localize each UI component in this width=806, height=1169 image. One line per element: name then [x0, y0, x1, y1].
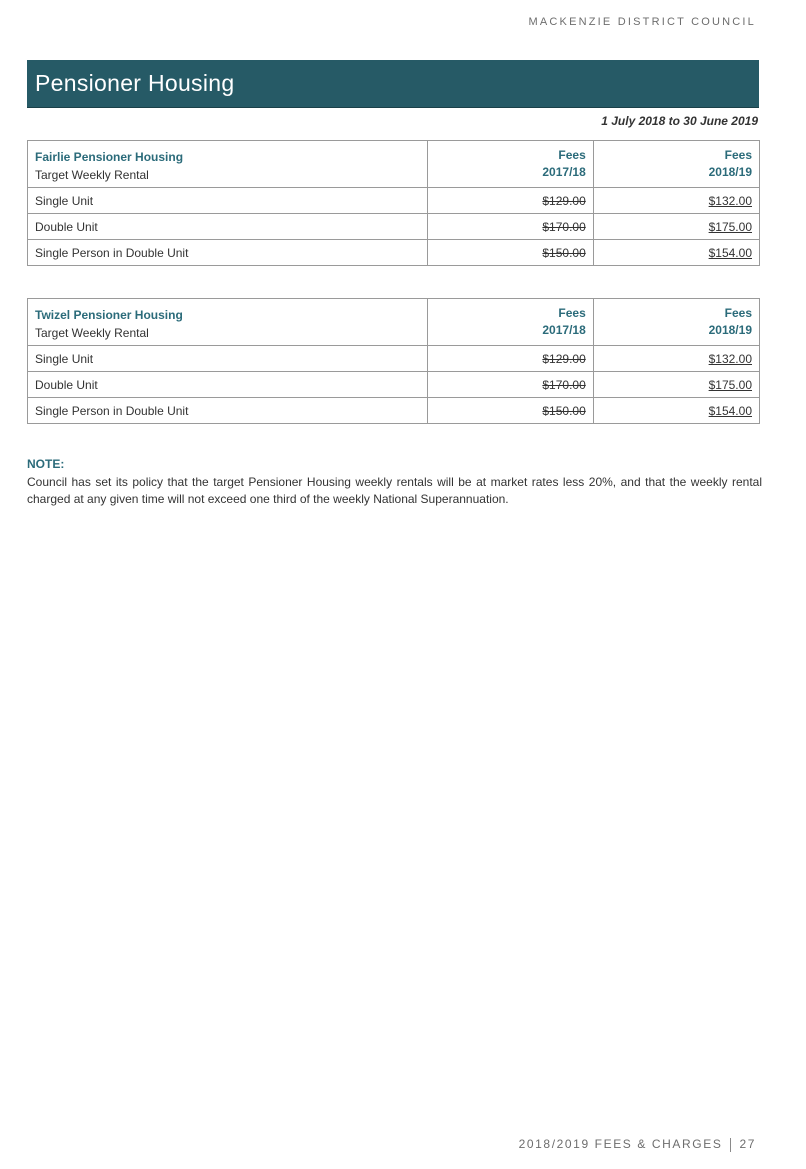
table-title-cell: [28, 299, 428, 346]
fees-2017-header: [427, 141, 593, 188]
table-title: Fairlie Pensioner Housing: [35, 150, 184, 164]
old-fee-cell: [427, 398, 593, 424]
old-fee-cell: [427, 214, 593, 240]
fees-label: Fees: [558, 306, 586, 320]
table-row: [28, 188, 760, 214]
page-footer: [519, 1137, 756, 1152]
footer-divider: [730, 1138, 731, 1152]
old-fee: $150.00: [542, 403, 586, 418]
old-fee-cell: [427, 240, 593, 266]
old-fee-cell: [427, 372, 593, 398]
row-label: Double Unit: [28, 214, 428, 240]
page-title: Pensioner Housing: [35, 70, 235, 96]
fees-year: 2018/19: [708, 165, 752, 179]
fairlie-fees-table: [27, 140, 760, 266]
old-fee: $170.00: [542, 377, 586, 392]
fees-label: Fees: [724, 148, 752, 162]
fees-label: Fees: [558, 148, 586, 162]
new-fee: $175.00: [708, 377, 752, 392]
table-title: Twizel Pensioner Housing: [35, 308, 183, 322]
new-fee-cell: [593, 372, 759, 398]
fees-year: 2017/18: [542, 323, 586, 337]
old-fee-cell: [427, 346, 593, 372]
fees-2018-header: [593, 141, 759, 188]
council-name: MACKENZIE DISTRICT COUNCIL: [528, 16, 756, 28]
table-row: [28, 372, 760, 398]
table-row: [28, 346, 760, 372]
table-subtitle: Target Weekly Rental: [35, 326, 149, 340]
old-fee: $150.00: [542, 245, 586, 260]
table-header-row: [28, 299, 760, 346]
new-fee: $175.00: [708, 219, 752, 234]
new-fee: $154.00: [708, 403, 752, 418]
page-number: 27: [739, 1137, 756, 1151]
date-range: 1 July 2018 to 30 June 2019: [601, 114, 758, 128]
table-row: [28, 214, 760, 240]
fees-label: Fees: [724, 306, 752, 320]
note-text: Council has set its policy that the target Pensioner Housing weekly rentals will be at market rates less 20%, and that the weekly rental charged at any given time will not exceed one third of the weekly National Superannuation.: [27, 475, 762, 506]
new-fee-cell: [593, 214, 759, 240]
old-fee: $129.00: [542, 351, 586, 366]
new-fee: $154.00: [708, 245, 752, 260]
row-label: Double Unit: [28, 372, 428, 398]
old-fee: $170.00: [542, 219, 586, 234]
new-fee: $132.00: [708, 351, 752, 366]
row-label: Single Person in Double Unit: [28, 398, 428, 424]
table-subtitle: Target Weekly Rental: [35, 168, 149, 182]
table-row: [28, 398, 760, 424]
new-fee-cell: [593, 188, 759, 214]
section-banner: [27, 60, 759, 108]
fees-2018-header: [593, 299, 759, 346]
new-fee: $132.00: [708, 193, 752, 208]
row-label: Single Unit: [28, 346, 428, 372]
old-fee-cell: [427, 188, 593, 214]
table-header-row: [28, 141, 760, 188]
fees-year: 2017/18: [542, 165, 586, 179]
table-title-cell: [28, 141, 428, 188]
footer-doc-title: 2018/2019 FEES & CHARGES: [518, 1137, 723, 1151]
new-fee-cell: [593, 398, 759, 424]
note-heading: NOTE:: [27, 457, 65, 471]
row-label: Single Unit: [28, 188, 428, 214]
table-row: [28, 240, 760, 266]
new-fee-cell: [593, 240, 759, 266]
twizel-fees-table: [27, 298, 760, 424]
fees-year: 2018/19: [708, 323, 752, 337]
old-fee: $129.00: [542, 193, 586, 208]
fees-2017-header: [427, 299, 593, 346]
row-label: Single Person in Double Unit: [28, 240, 428, 266]
new-fee-cell: [593, 346, 759, 372]
